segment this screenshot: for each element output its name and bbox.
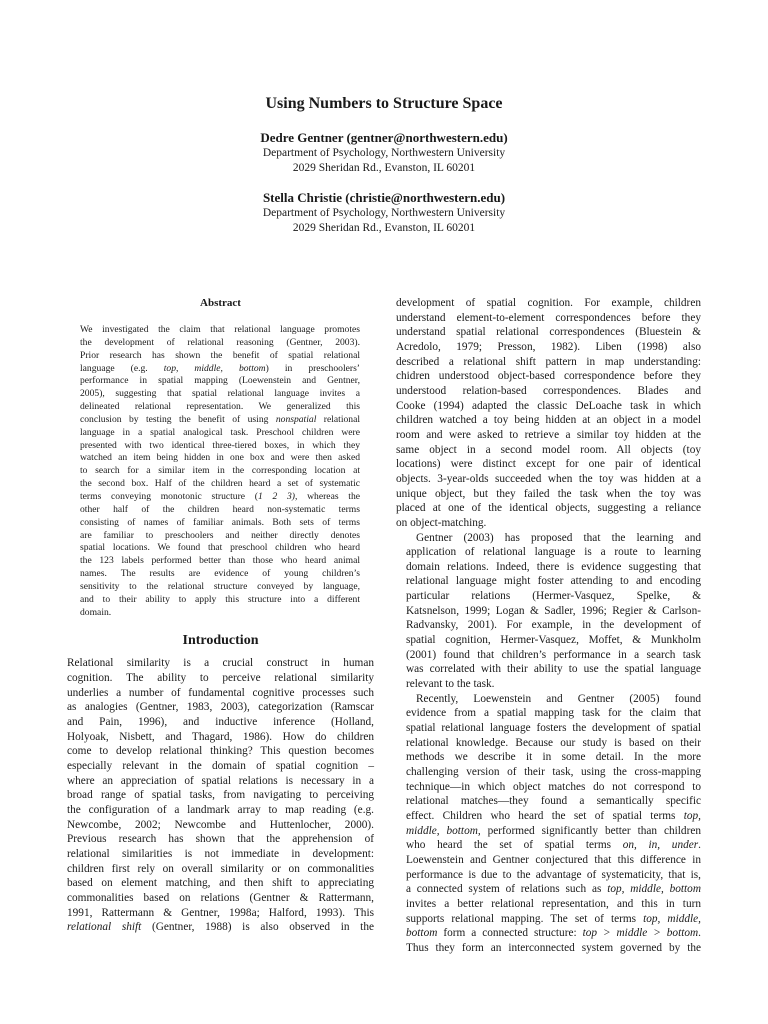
text-line: names. The results are evidence of young children’s: [80, 568, 360, 580]
author-address: 2029 Sheridan Rd., Evanston, IL 60201: [292, 222, 476, 234]
text-line: We investigated the claim that relational language promotes: [80, 324, 360, 335]
text-line: effect. Children who heard the set of spatial terms top,: [406, 809, 701, 822]
text-line: application of relational language is a route to learning: [406, 546, 701, 559]
italic-term: relational shift: [67, 921, 142, 934]
text-line: placed at one of the identical objects, suggesting a reliance: [396, 502, 701, 515]
text-line: domain relations. Indeed, there is evidence suggesting that: [406, 560, 701, 573]
text-line: challenging version of their task, using the cross-mapping: [406, 766, 701, 778]
text-line: spatial cognition, Hermer-Vasquez, Moffet, & Munkholm: [406, 634, 701, 647]
italic-term: top, middle,: [643, 912, 701, 925]
author-dept: Department of Psychology, Northwestern University: [262, 207, 506, 219]
text-line: objects. 3-year-olds succeeded when the toy was hidden at a: [396, 472, 701, 485]
text-line: are familiar to preschoolers and neither directly denotes: [80, 529, 360, 541]
author-address: 2029 Sheridan Rd., Evanston, IL 60201: [292, 162, 476, 174]
introduction-heading: Introduction: [182, 633, 259, 649]
left-column: [67, 296, 374, 935]
abstract-heading: Abstract: [200, 297, 241, 309]
text-line: underlies a number of fundamental cognitive processes such: [67, 686, 374, 699]
text-line: development of spatial cognition. For example, children: [396, 297, 701, 309]
text-line: bottom form a connected structure: top > middle > bottom.: [406, 927, 701, 940]
text-line: Newcombe, 2002; Newcombe and Huttenlocher, 2000).: [67, 818, 374, 831]
author-name: Stella Christie (christie@northwestern.edu): [262, 190, 506, 205]
text-line: Cooke (1994) adapted the classic DeLoache task in which: [396, 399, 701, 412]
text-line: Thus they form an interconnected system governed by the: [406, 941, 701, 954]
text-line: performance in spatial mapping (Loewenstein and Gentner,: [80, 375, 360, 387]
abstract-body: [80, 324, 360, 619]
text-line: understand element-to-element correspondences before they: [396, 311, 701, 324]
text-line: evidence from a spatial mapping task for the claim that: [406, 707, 701, 720]
text-line: who heard the set of spatial terms on, in, under.: [406, 839, 701, 852]
text-line: to search for a similar item in the corresponding location at: [80, 465, 360, 477]
text-line: presented with two identical three-tiered boxes, in which they: [80, 439, 360, 451]
text-line: 1991, Rattermann & Gentner, 1998a; Halford, 1993). This: [67, 906, 374, 919]
text-line: and to their ability to apply this structure into a different: [80, 593, 360, 605]
text-line: understood relation-based correspondences. Blades and: [396, 384, 701, 397]
text-line: locations) were distinct except for one pair of identical: [396, 458, 701, 471]
text-line: Loewenstein and Gentner conjectured that this difference in: [406, 853, 701, 866]
italic-term: top, middle, bottom: [163, 362, 266, 374]
text-line: consisting of names of familiar animals. Both sets of terms: [80, 516, 360, 528]
text-line: conclusion by testing the benefit of using nonspatial relational: [80, 413, 361, 425]
text-line: broad range of spatial tasks, from navigating to perceiving: [67, 789, 374, 802]
text-line: spatial locations. We found that preschool children who heard: [80, 542, 360, 554]
body-paragraph: [396, 531, 701, 692]
text-line: room and were asked to retrieve a similar toy hidden at the: [396, 428, 701, 441]
italic-term: bottom: [406, 927, 438, 940]
text-line: relational similarities is not immediate in development:: [67, 847, 374, 860]
text-line: Recently, Loewenstein and Gentner (2005) found: [416, 692, 701, 705]
text-line: middle, bottom, performed significantly better than children: [406, 824, 701, 837]
text-line: performance is due to the advantage of systematicity, that is,: [406, 868, 701, 881]
text-line: Previous research has shown that the apprehension of: [67, 833, 374, 846]
text-line: particular relations (Hermer-Vasquez, Spelke, &: [406, 590, 701, 603]
text-line: terms conveying monotonic structure (1 2 3), whereas the: [80, 490, 361, 502]
paper-title: Using Numbers to Structure Space: [265, 95, 503, 112]
text-line: domain.: [80, 606, 112, 618]
text-line: children first rely on overall similarity or on commonalities: [67, 862, 374, 875]
italic-term: top,: [683, 809, 701, 822]
italic-term: middle, bottom,: [406, 824, 481, 837]
text-line: language (e.g. top, middle, bottom) in preschoolers’: [80, 362, 360, 374]
italic-term: top > middle > bottom: [582, 927, 699, 940]
text-line: spatial relational language fosters the development of spatial: [406, 722, 701, 735]
text-line: watched an item being hidden in one box and were then asked: [80, 452, 360, 464]
text-line: Holyoak, Nisbett, and Thagard, 1986). How do children: [67, 730, 374, 743]
text-line: as analogies (Gentner, 1983, 2003), categorization (Ramscar: [67, 701, 374, 714]
text-line: described a relational shift pattern in map understanding:: [396, 355, 701, 368]
introduction-paragraph: [67, 656, 374, 934]
text-line: the development of relational reasoning (Gentner, 2003).: [80, 336, 360, 348]
author-block-2: [0, 190, 768, 236]
text-line: Relational similarity is a crucial construct in human: [67, 657, 374, 670]
text-line: cognition. The ability to perceive relational similarity: [67, 672, 374, 685]
text-line: other half of the children heard non-systematic terms: [80, 503, 360, 515]
text-line: a connected system of relations such as top, middle, bottom: [406, 883, 701, 896]
text-line: the 123 labels performed better than those who heard animal: [80, 555, 360, 567]
italic-term: on, in, under: [622, 839, 699, 852]
text-line: children watched a toy being hidden at an object in a model: [396, 414, 701, 427]
text-line: especially relevant in the domain of spatial cognition –: [67, 760, 374, 772]
body-paragraph: [396, 296, 701, 531]
text-line: invites a better relational representation, and this in turn: [406, 897, 701, 910]
text-line: understand spatial relational correspondences (Bluestein &: [396, 326, 701, 339]
text-line: Katsnelson, 1999; Logan & Sadler, 1996; Regier & Carlson-: [406, 604, 701, 617]
text-line: relational matches—they found a semantically specific: [406, 795, 701, 808]
italic-term: nonspatial: [275, 413, 317, 425]
body-paragraph: [396, 692, 701, 956]
text-line: same object in a second model room. All objects (toy: [396, 443, 701, 456]
text-line: come to develop relational thinking? This question becomes: [67, 745, 374, 758]
text-line: (2001) found that children’s performance in a search task: [406, 648, 701, 661]
text-line: unique object, but they failed the task when the toy was: [396, 487, 701, 500]
text-line: supports relational mapping. The set of terms top, middle,: [406, 912, 701, 925]
text-line: on object-matching.: [396, 516, 487, 529]
text-line: relevant to the task.: [406, 678, 495, 691]
text-line: Gentner (2003) has proposed that the learning and: [416, 531, 701, 544]
text-line: 2005), suggesting that spatial relational language invites a: [80, 388, 360, 400]
author-name: Dedre Gentner (gentner@northwestern.edu): [260, 130, 508, 145]
text-line: relational shift (Gentner, 1988) is also observed in the: [67, 921, 374, 934]
text-line: technique—in which object matches do not correspond to: [406, 780, 701, 793]
italic-term: top, middle, bottom: [607, 883, 701, 896]
text-line: language in a spatial analogical task. Preschool children were: [80, 426, 360, 438]
text-line: commonalities based on relations (Gentner & Rattermann,: [67, 891, 374, 904]
text-line: and Pain, 1996), and inductive inference (Holland,: [67, 716, 374, 729]
text-line: where an appreciation of spatial relations is necessary in a: [67, 774, 374, 787]
text-line: relational language might foster attending to and encoding: [406, 575, 701, 588]
text-line: delineated relational representation. We generalized this: [80, 401, 360, 413]
text-line: Radvansky, 2001). For example, in the development of: [406, 619, 701, 632]
text-line: was correlated with their ability to use the spatial language: [406, 663, 701, 676]
text-line: relational knowledge. Because our study is based on their: [406, 736, 701, 749]
text-line: sensitivity to the relational structure conveyed by language,: [80, 580, 360, 592]
italic-term: 1 2 3),: [257, 490, 298, 502]
text-line: Prior research has shown the benefit of spatial relational: [80, 349, 360, 361]
text-line: the second box. Half of the children heard a set of systematic: [80, 478, 360, 490]
text-line: based on element matching, and then shift to appreciating: [67, 877, 374, 890]
text-line: Acredolo, 1979; Presson, 1982). Liben (1998) also: [396, 340, 701, 353]
text-line: methods we describe it in some detail. In the more: [406, 751, 701, 764]
text-line: chidren understood object-based correspondence before they: [396, 370, 701, 383]
author-dept: Department of Psychology, Northwestern University: [262, 147, 506, 159]
right-column: [396, 296, 701, 956]
text-line: the configuration of a landmark array to map reading (e.g.: [67, 803, 374, 816]
author-block-1: [0, 130, 768, 176]
